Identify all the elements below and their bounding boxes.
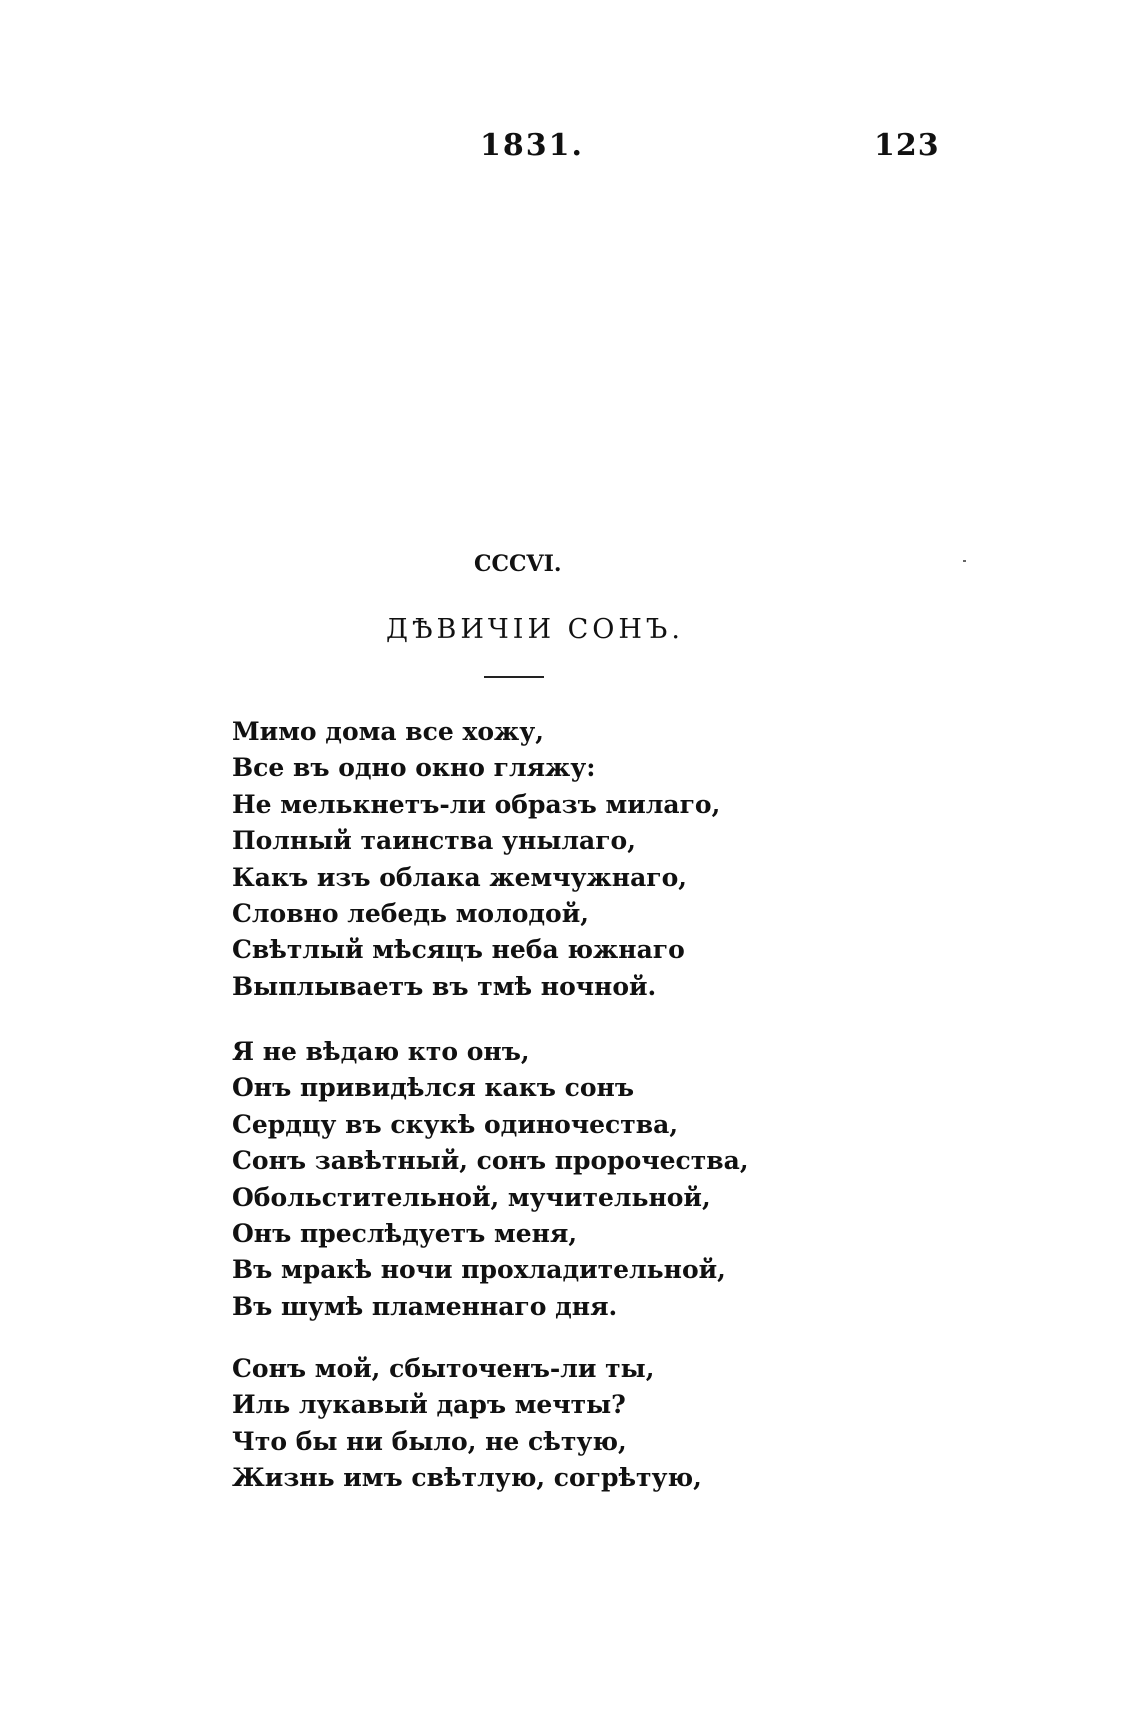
verse-line: Онъ привидѣлся какъ сонъ <box>232 1073 635 1103</box>
page-number: 123 <box>874 128 940 163</box>
verse-line: Все въ одно окно гляжу: <box>232 753 596 783</box>
running-head-year: 1831. <box>480 128 584 163</box>
verse-line: Сонъ завѣтный, сонъ пророчества, <box>232 1146 749 1176</box>
stanza <box>232 1351 702 1497</box>
stanza <box>232 714 720 1005</box>
verse-line: Жизнь имъ свѣтлую, согрѣтую, <box>232 1463 702 1493</box>
verse-line: Въ шумѣ пламеннаго дня. <box>232 1291 618 1321</box>
title-divider <box>484 676 544 678</box>
verse-line: Выплываетъ въ тмѣ ночной. <box>232 971 657 1001</box>
verse-line: Полный таинства унылаго, <box>232 826 636 856</box>
verse-line: Свѣтлый мѣсяцъ неба южнаго <box>232 935 685 965</box>
verse-line: Что бы ни было, не сѣтую, <box>232 1426 627 1456</box>
verse-line: Въ мракѣ ночи прохладительной, <box>232 1255 726 1285</box>
verse-line: Я не вѣдаю кто онъ, <box>232 1037 530 1066</box>
verse-line: Какъ изъ облака жемчужнаго, <box>232 862 687 892</box>
verse-line: Иль лукавый даръ мечты? <box>232 1390 626 1420</box>
poem-title: ДѢВИЧІИ СОНЪ. <box>386 614 684 645</box>
verse-line: Мимо дома все хожу, <box>232 717 544 746</box>
verse-line: Сердцу въ скукѣ одиночества, <box>232 1109 679 1139</box>
verse-line: Словно лебедь молодой, <box>232 899 589 929</box>
scan-speck <box>963 560 966 562</box>
verse-line: Не мелькнетъ-ли образъ милаго, <box>232 789 721 819</box>
poem-number: CCCVI. <box>474 551 562 577</box>
verse-line: Сонъ мой, сбыточенъ-ли ты, <box>232 1354 655 1383</box>
verse-line: Обольстительной, мучительной, <box>232 1182 711 1212</box>
stanza <box>232 1034 749 1325</box>
verse-line: Онъ преслѣдуетъ меня, <box>232 1219 578 1249</box>
